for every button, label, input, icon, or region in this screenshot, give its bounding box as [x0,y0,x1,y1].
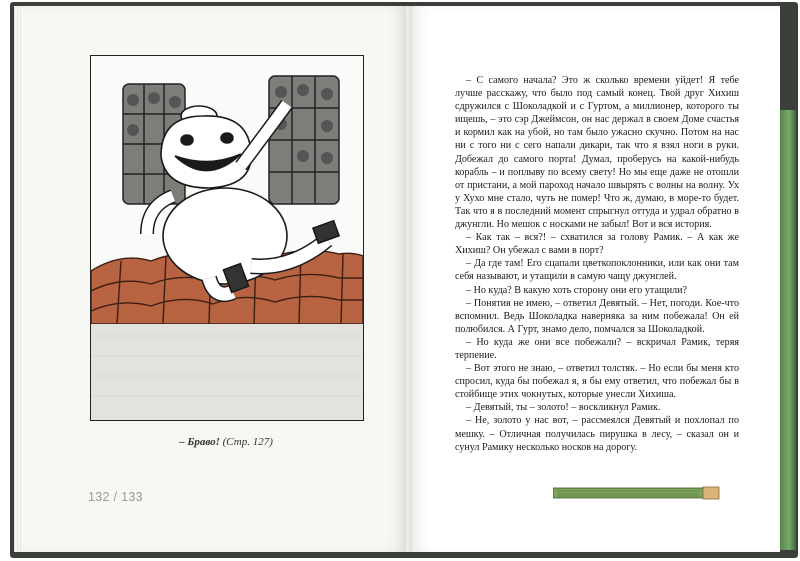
paragraph: – С самого начала? Это ж сколько времени уйдет! Я тебе лучше расскажу, что было под самый конец. Твой друг Хихиш сдружился с Шоколадкой и с Гуртом, а миллионер, которого ты ищешь, – это сэр Джеймсон, он нас держал в своем Доме счастья и кормил как на убой, но там было ужасно скучно. Потом на нас ни с того ни с сего напали дикари, так что я взял ноги в руки. Добежал до самого порта! Думал, проберусь на какой-нибудь корабль – и поплыву по всему свету! Но мы еще даже не отошли от пристани, а мой пароход начало швырять с волны на волну. Ух у Хухо мне стало, чуть не помер! Что ж, думаю, в море-то будет. Так что я в последний момент спрыгнул оттуда и удрал обратно в джунгли. Но мешок с носками не забыл! Вот и вся история. [455,75,739,231]
body-text [455,74,739,454]
wall [91,324,363,420]
book-gutter [404,6,412,552]
illustration-caption [90,436,362,448]
illustration [90,55,364,421]
paragraph: – Как так – вся?! – схватился за голову Рамик. – А как же Хихиш? Он убежал с вами в порт? [455,232,739,257]
illustration-drawing [91,56,363,420]
paragraph: – Девятый, ты – золото! – воскликнул Рамик. [466,402,661,414]
page-edges [14,6,22,552]
paragraph: – Вот этого не знаю, – ответил толстяк. – Но если бы меня кто спросил, куда бы побежал я, я бы ему ответил, что побежал бы в стойбище этих чокнутых, которые унесли Хихиша. [455,363,739,401]
caption-page-reference: (Стр. 127) [222,436,273,448]
paragraph: – Но куда? В какую хоть сторону они его утащили? [466,284,688,296]
paragraph: – Не, золото у нас вот, – рассмеялся Девятый и похлопал по мешку. – Отличная получилась пирушка в лесу, – сказал он и сунул Рамику несколько носков на дорогу. [455,415,739,453]
paragraph: – Да где там! Его сцапали цветкопоклонники, или как они там себя называют, и утащили в самую чащу джунглей. [455,258,739,283]
stick-illustration [553,486,721,500]
next-book-spine [778,110,796,550]
paragraph: – Понятия не имею, – ответил Девятый. – Нет, погоди. Кое-что вспомнил. Ведь Шоколадка наверняка за ним побежала! Он ей полюбился. А Гурт, знамо дело, помчался за Шоколадкой. [455,297,739,335]
caption-title: – Браво! [179,436,220,448]
page-numbers: 132 / 133 [88,490,143,504]
paragraph: – Но куда же они все побежали? – вскричал Рамик, теряя терпение. [455,336,739,361]
